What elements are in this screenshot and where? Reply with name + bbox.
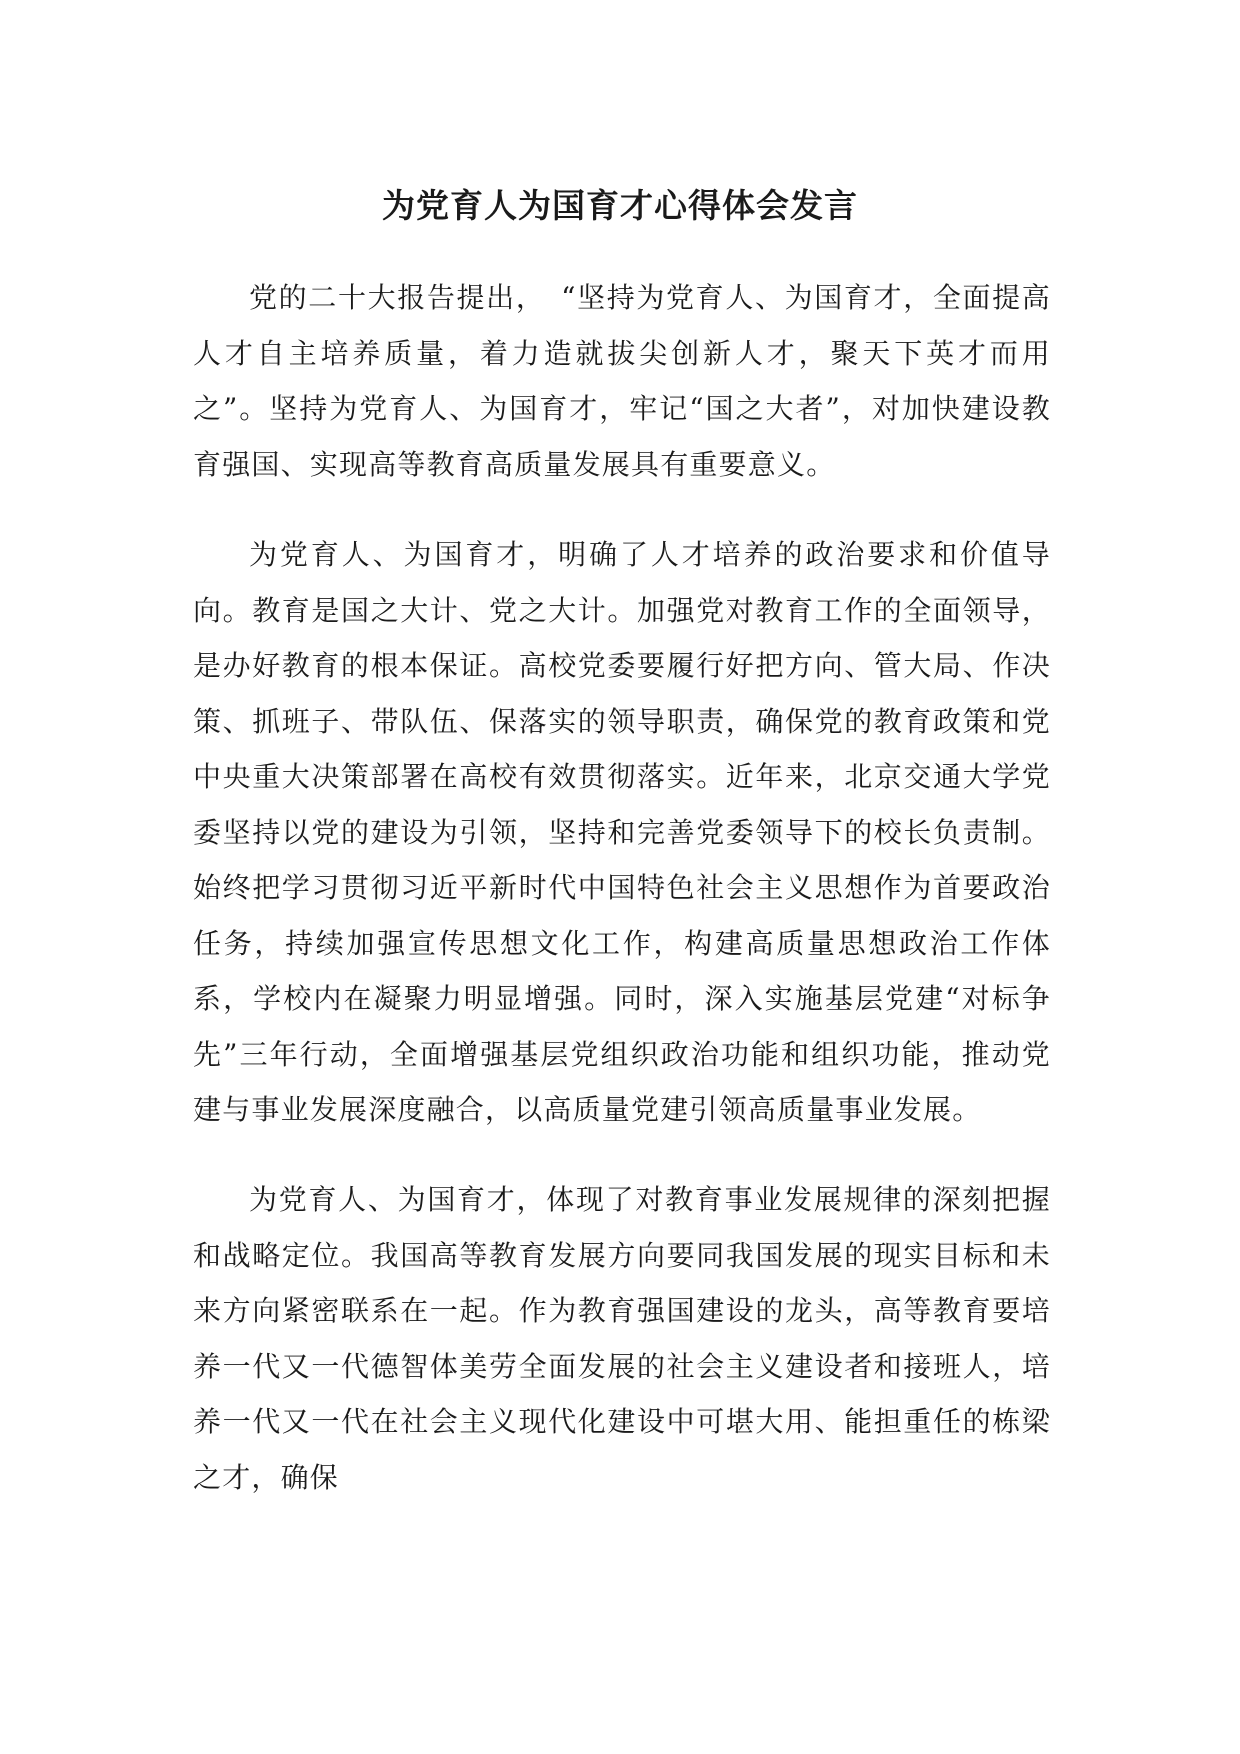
paragraph-1: 党的二十大报告提出， “坚持为党育人、为国育才，全面提高人才自主培养质量，着力造就拔尖创新人才，聚天下英才而用之”。坚持为党育人、为国育才，牢记“国之大者”，对加快建设教育强国、实现高等教育高质量发展具有重要意义。 — [193, 281, 1051, 481]
paragraph-3: 为党育人、为国育才，体现了对教育事业发展规律的深刻把握和战略定位。我国高等教育发展方向要同我国发展的现实目标和未来方向紧密联系在一起。作为教育强国建设的龙头，高等教育要培养一代又一代德智体美劳全面发展的社会主义建设者和接班人，培养一代又一代在社会主义现代化建设中可堪大用、能担重任的栋梁之才，确保 — [193, 1183, 1051, 1494]
paragraph-2: 为党育人、为国育才，明确了人才培养的政治要求和价值导向。教育是国之大计、党之大计。加强党对教育工作的全面领导，是办好教育的根本保证。高校党委要履行好把方向、管大局、作决策、抓班子、带队伍、保落实的领导职责，确保党的教育政策和党中央重大决策部署在高校有效贯彻落实。近年来，北京交通大学党委坚持以党的建设为引领，坚持和完善党委领导下的校长负责制。始终把学习贯彻习近平新时代中国特色社会主义思想作为首要政治任务，持续加强宣传思想文化工作，构建高质量思想政治工作体系，学校内在凝聚力明显增强。同时，深入实施基层党建“对标争先”三年行动，全面增强基层党组织政治功能和组织功能，推动党建与事业发展深度融合，以高质量党建引领高质量事业发展。 — [193, 538, 1051, 1126]
document-title: 为党育人为国育才心得体会发言 — [382, 186, 858, 225]
